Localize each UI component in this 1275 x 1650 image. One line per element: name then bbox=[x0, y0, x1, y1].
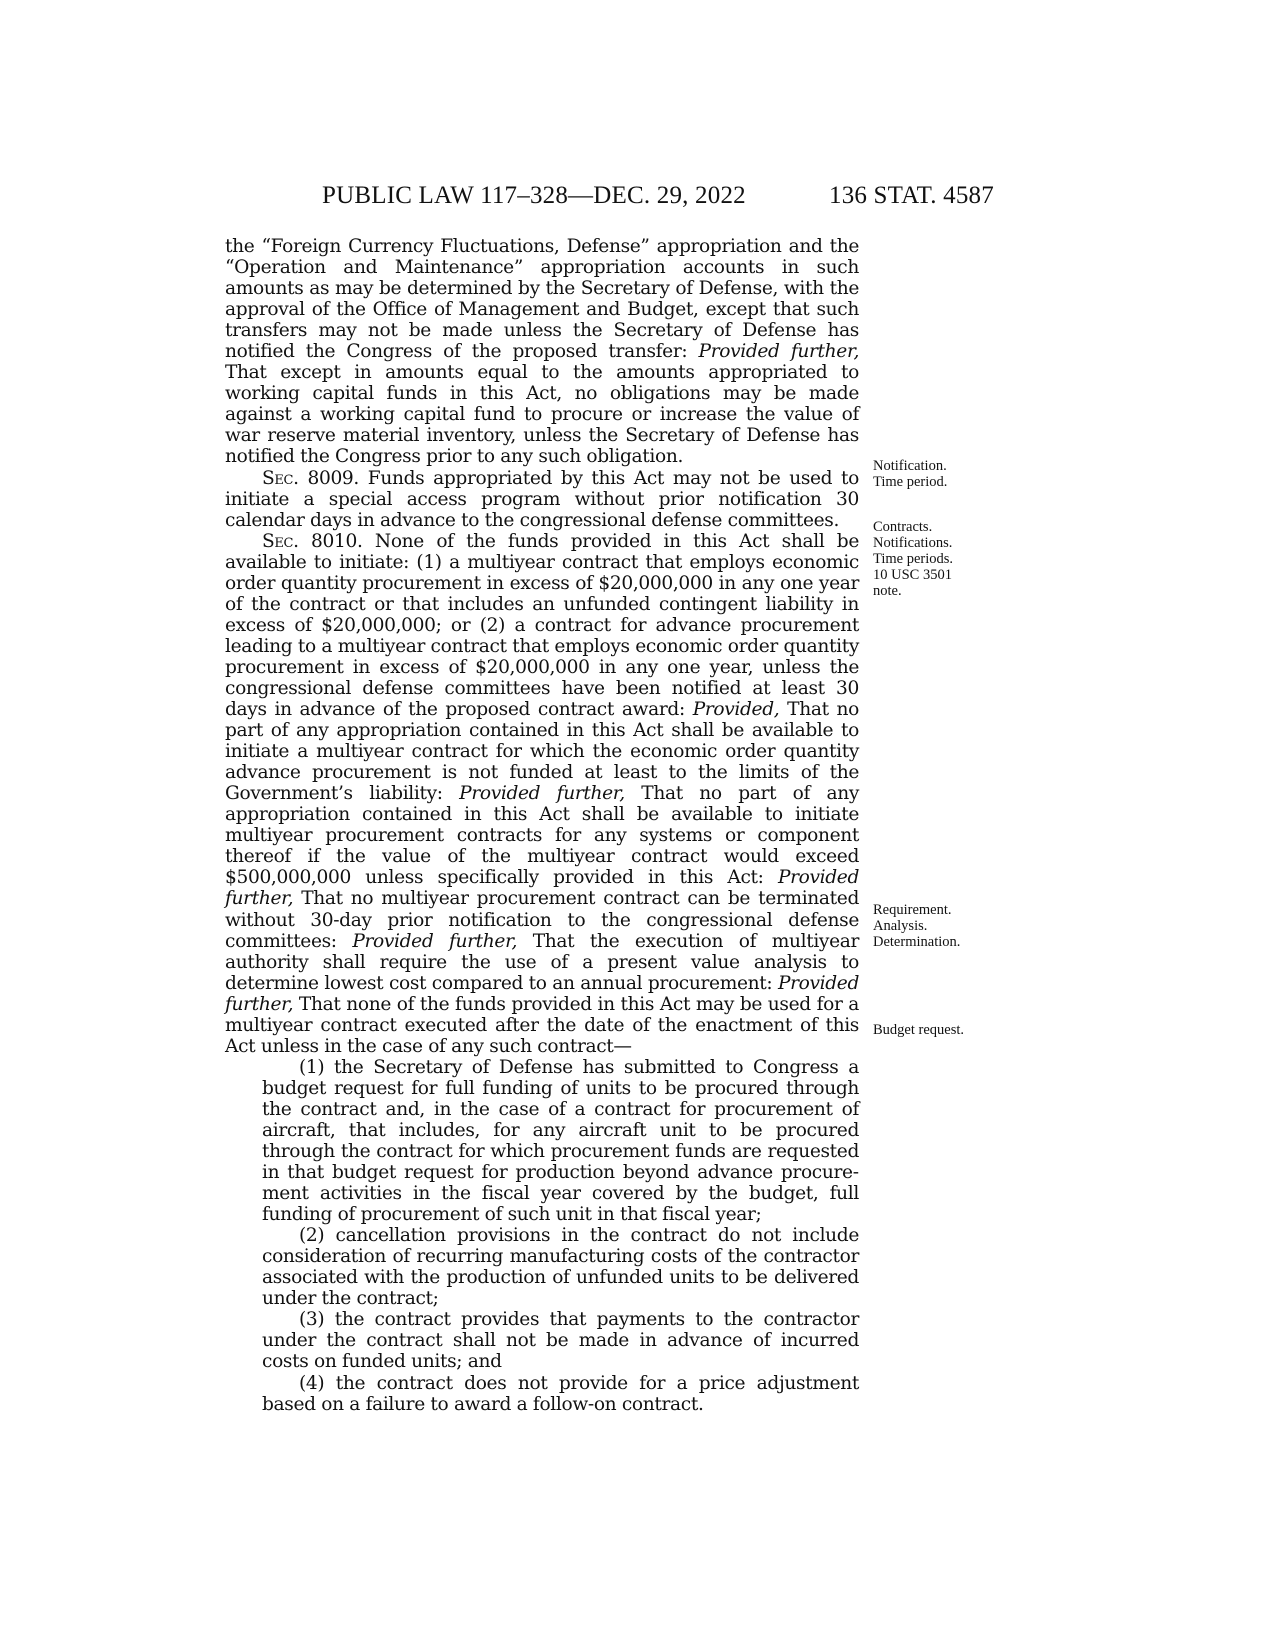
header-page-ref: 136 STAT. 4587 bbox=[829, 182, 994, 209]
section-label: Sec. 8010. bbox=[262, 530, 363, 552]
section-8009: Sec. 8009. Funds appropriated by this Act may not be used to initiate a special access program without prior notification 30 calendar days in advance to the congressional defense committees. bbox=[225, 467, 859, 531]
margin-note-budget-request: Budget request. bbox=[873, 1022, 965, 1038]
section-label: Sec. 8009. bbox=[262, 467, 359, 489]
list-item-2: (2) cancellation provisions in the contract do not include consideration of recurring manufacturing costs of the contractor associated with the production of unfunded units to be delivered under the contract; bbox=[262, 1225, 859, 1310]
running-header bbox=[0, 182, 1275, 212]
list-item-4: (4) the contract does not provide for a price adjustment based on a failure to award a follow-on contract. bbox=[262, 1372, 859, 1415]
list-item-1: (1) the Secretary of Defense has submitted to Congress a budget request for full funding of units to be procured through the contract and, in the case of a contract for procurement of aircraft, that includes, for any aircraft unit to be procured through the contract for which procurement funds are requested in that budget request for production beyond advance procurement activities in the fiscal year covered by the budget, full funding of procurement of such unit in that fiscal year; bbox=[262, 1056, 859, 1226]
margin-note-notification: Notification. Time period. bbox=[873, 458, 948, 490]
header-title: PUBLIC LAW 117–328—DEC. 29, 2022 bbox=[322, 182, 746, 209]
margin-note-requirement: Requirement. Analysis. Determination. bbox=[873, 902, 961, 950]
paragraph-continued: the “Foreign Currency Fluctuations, Defense” appropriation and the “Operation and Maintenance” appropriation accounts in such amounts as may be determined by the Secretary of Defense, with the approval of the Office of Management and Budget, except that such transfers may not be made unless the Secretary of Defense has notified the Congress of the proposed transfer: Provided further, That except in amounts equal to the amounts appropriated to working capital funds in this Act, no obligations may be made against a working capital fund to procure or increase the value of war reserve material inventory, unless the Secretary of Defense has notified the Congress prior to any such obligation. bbox=[225, 236, 860, 468]
section-8010: Sec. 8010. None of the funds provided in this Act shall be available to initiate: (1) a multiyear contract that employs economic order quantity procurement in excess of $20,000,000 in any one year of the contract or that includes an unfunded contingent liability in excess of $20,000,000; or (2) a contract for advance procurement leading to a multiyear contract that employs economic order quantity procurement in excess of $20,000,000 in any one year, unless the congressional defense committees have been notified at least 30 days in advance of the proposed contract award: Provided, That no part of any appropriation contained in this Act shall be available to initiate a multiyear contract for which the economic order quantity advance procurement is not funded at least to the limits of the Government’s liability: Provided further, That no part of any appropriation contained in this Act shall be available to initiate multiyear procurement contracts for any systems or component thereof if the value of the multiyear contract would exceed $500,000,000 unless specifically provided in this Act: Provided further, That no multiyear procurement contract can be terminated without 30-day prior notification to the congressional defense committees: Provided further, That the execution of multiyear authority shall require the use of a present value analysis to determine lowest cost compared to an annual procurement: Provided further, That none of the funds provided in this Act may be used for a multiyear contract executed after the date of the enactment of this Act unless in the case of any such contract— bbox=[225, 530, 859, 1057]
statute-text bbox=[225, 236, 859, 1415]
list-item-3: (3) the contract provides that payments to the contractor under the contract shall not be made in advance of incurred costs on funded units; and bbox=[262, 1309, 859, 1373]
margin-note-contracts: Contracts. Notifications. Time periods. 10 USC 3501 note. bbox=[873, 519, 954, 599]
